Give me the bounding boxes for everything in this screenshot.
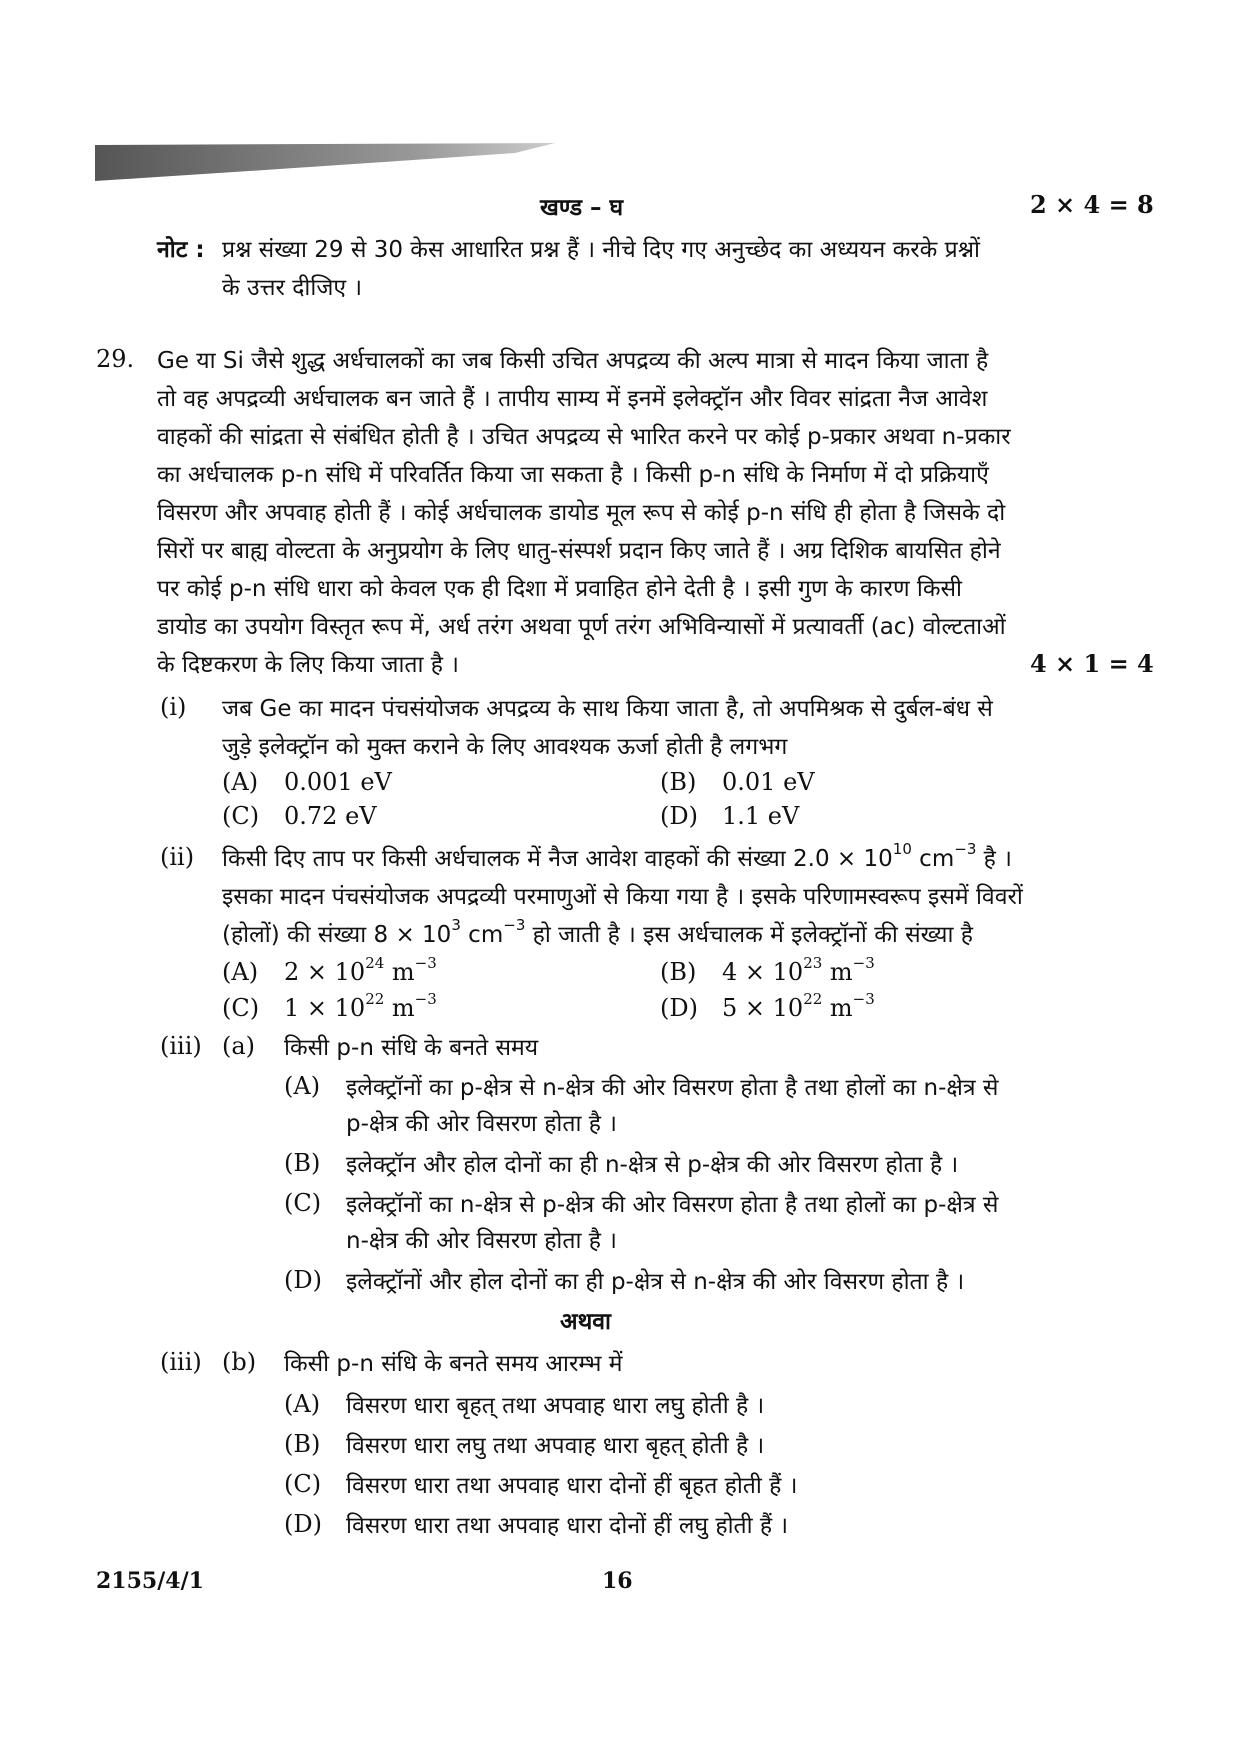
option-text: इलेक्ट्रॉनों का p-क्षेत्र से n-क्षेत्र की ओर विसरण होता है तथा होलों का n-क्षेत्र से [346, 1075, 999, 1101]
option-text: इलेक्ट्रॉनों और होल दोनों का ही p-क्षेत्र से n-क्षेत्र की ओर विसरण होता है । [346, 1269, 965, 1295]
option-text: $1 \times 10^{22}$ $m^{-3}$ [284, 990, 437, 1022]
option-key: (A) [284, 1072, 321, 1100]
subq-text: जब Ge का मादन पंचसंयोजक अपद्रव्य के साथ किया जाता है, तो अपमिश्रक से दुर्बल-बंध से [222, 696, 993, 722]
option-text: विसरण धारा बृहत् तथा अपवाह धारा लघु होती है । [346, 1393, 765, 1419]
section-marks: 2 × 4 = 8 [1030, 190, 1154, 219]
option-text: p-क्षेत्र की ओर विसरण होता है । [346, 1111, 618, 1137]
option-key: (A) [284, 1390, 321, 1418]
option-text: 1.1 eV [722, 802, 800, 830]
option-key: (B) [660, 768, 697, 796]
option-text: $4 \times 10^{23}$ $m^{-3}$ [722, 954, 875, 986]
option-key: (C) [222, 994, 260, 1022]
passage-line: डायोड का उपयोग विस्तृत रूप में, अर्ध तरंग अथवा पूर्ण तरंग अभिविन्यासों में प्रत्यावर्ती (ac) वोल्टताओं [157, 614, 1006, 640]
passage-line: के दिष्टकरण के लिए किया जाता है । [157, 652, 460, 678]
passage-line: का अर्धचालक p-n संधि में परिवर्तित किया जा सकता है । किसी p-n संधि के निर्माण में दो प्रक्रियाएँ [157, 462, 989, 488]
option-text: n-क्षेत्र की ओर विसरण होता है । [346, 1228, 617, 1254]
passage-line: वाहकों की सांद्रता से संबंधित होती है । उचित अपद्रव्य से भारित करने पर कोई p-प्रकार अथवा n-प्रकार [157, 424, 1011, 450]
option-key: (D) [284, 1266, 322, 1294]
subq-text: किसी p-n संधि के बनते समय आरम्भ में [284, 1351, 623, 1377]
option-key: (B) [284, 1430, 321, 1458]
question-marks: 4 × 1 = 4 [1030, 649, 1154, 678]
option-key: (A) [222, 768, 259, 796]
option-text: इलेक्ट्रॉनों का n-क्षेत्र से p-क्षेत्र की ओर विसरण होता है तथा होलों का p-क्षेत्र से [346, 1192, 999, 1218]
note-label: नोट : [157, 237, 205, 263]
option-key: (D) [284, 1510, 322, 1538]
option-key: (C) [284, 1470, 322, 1498]
note-line-2: के उत्तर दीजिए । [222, 275, 363, 301]
subq-text: जुड़े इलेक्ट्रॉन को मुक्त कराने के लिए आवश्यक ऊर्जा होती है लगभग [222, 734, 788, 760]
subq-label: (i) [160, 693, 187, 721]
option-text: 0.72 eV [284, 802, 377, 830]
note-line-1: प्रश्न संख्या 29 से 30 केस आधारित प्रश्न हैं । नीचे दिए गए अनुच्छेद का अध्ययन करके प्रश्नों [222, 237, 980, 263]
option-key: (A) [222, 958, 259, 986]
option-key: (B) [284, 1149, 321, 1177]
option-text: $2 \times 10^{24}$ $m^{-3}$ [284, 954, 437, 986]
passage-line: विसरण और अपवाह होती हैं । कोई अर्धचालक डायोड मूल रूप से कोई p-n संधि ही होता है जिसके दो [157, 500, 1006, 526]
option-key: (C) [284, 1189, 322, 1217]
option-key: (B) [660, 958, 697, 986]
subq-sublabel: (b) [222, 1348, 257, 1376]
option-key: (D) [660, 802, 698, 830]
subq-label: (ii) [160, 843, 195, 871]
subq-label: (iii) [160, 1032, 202, 1060]
subq-text: इसका मादन पंचसंयोजक अपद्रव्यी परमाणुओं से किया गया है । इसके परिणामस्वरूप इसमें विवरों [222, 884, 1023, 910]
header-banner [95, 143, 555, 183]
option-text: विसरण धारा तथा अपवाह धारा दोनों हीं लघु होती हैं । [346, 1513, 789, 1539]
option-text: विसरण धारा लघु तथा अपवाह धारा बृहत् होती है । [346, 1433, 765, 1459]
option-text: 0.01 eV [722, 768, 815, 796]
section-title: खण्ड – घ [540, 195, 624, 221]
subq-label: (iii) [160, 1348, 202, 1376]
paper-code: 2155/4/1 [96, 1568, 204, 1594]
option-text: इलेक्ट्रॉन और होल दोनों का ही n-क्षेत्र से p-क्षेत्र की ओर विसरण होता है । [346, 1152, 959, 1178]
or-separator: अथवा [560, 1309, 612, 1335]
subq-text: किसी दिए ताप पर किसी अर्धचालक में नैज आवेश वाहकों की संख्या $2.0 \times 10^{10}$ $cm^{-3}$ है । [222, 840, 1012, 872]
option-text: विसरण धारा तथा अपवाह धारा दोनों हीं बृहत होती हैं । [346, 1473, 798, 1499]
subq-text: (होलों) की संख्या $8 \times 10^3$ $cm^{-3}$ हो जाती है । इस अर्धचालक में इलेक्ट्रॉनों की संख्या है [222, 916, 973, 948]
option-text: $5 \times 10^{22}$ $m^{-3}$ [722, 990, 875, 1022]
option-key: (D) [660, 994, 698, 1022]
option-text: 0.001 eV [284, 768, 392, 796]
subq-sublabel: (a) [222, 1032, 256, 1060]
passage-line: तो वह अपद्रव्यी अर्धचालक बन जाते हैं । तापीय साम्य में इनमें इलेक्ट्रॉन और विवर सांद्रता नैज आवेश [157, 386, 988, 412]
page-number: 16 [602, 1568, 633, 1594]
passage-line: सिरों पर बाह्य वोल्टता के अनुप्रयोग के लिए धातु-संस्पर्श प्रदान किए जाते हैं । अग्र दिशिक बायसित होने [157, 538, 1001, 564]
option-key: (C) [222, 802, 260, 830]
subq-text: किसी p-n संधि के बनते समय [284, 1035, 539, 1061]
question-number: 29. [96, 345, 135, 373]
passage-line: Ge या Si जैसे शुद्ध अर्धचालकों का जब किसी उचित अपद्रव्य की अल्प मात्रा से मादन किया जाता है [157, 348, 989, 374]
passage-line: पर कोई p-n संधि धारा को केवल एक ही दिशा में प्रवाहित होने देती है । इसी गुण के कारण किसी [157, 576, 963, 602]
